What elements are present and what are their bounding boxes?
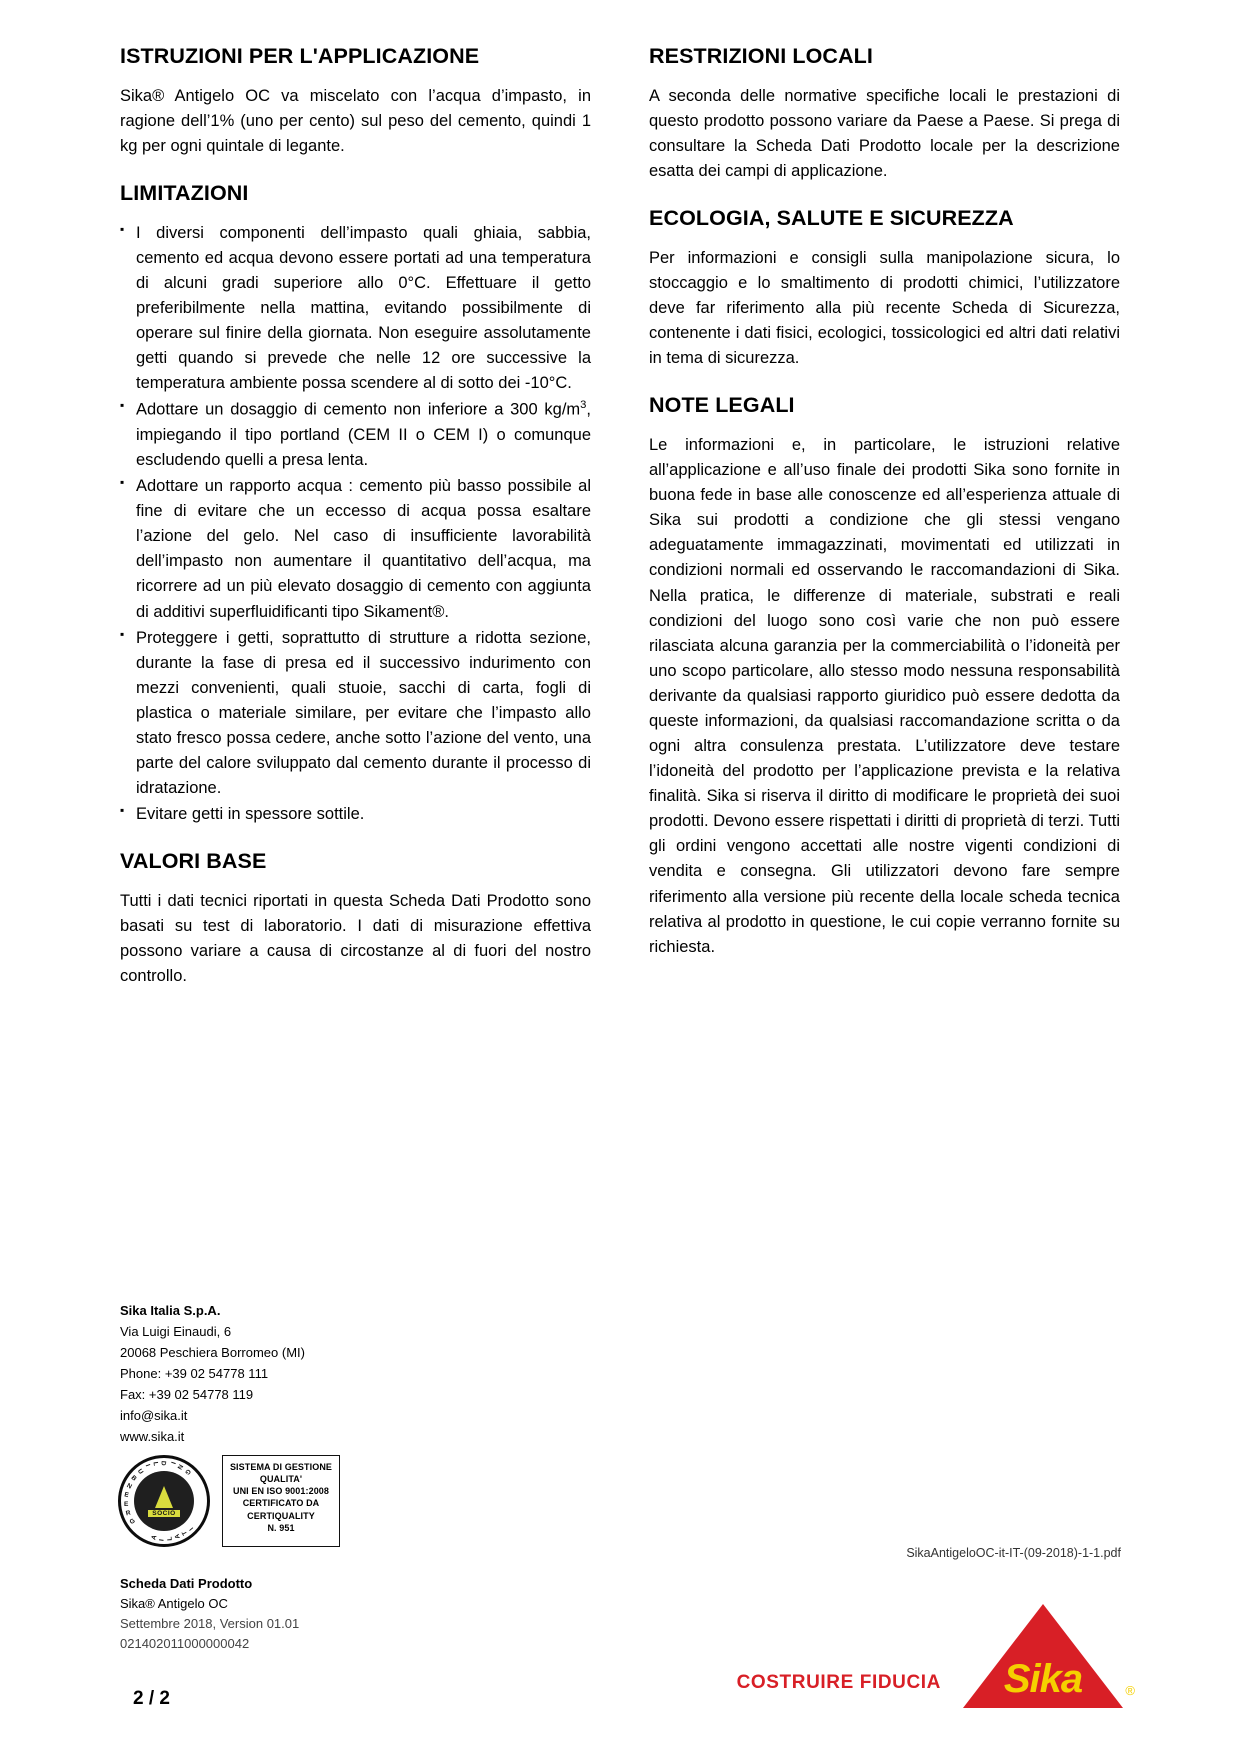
address-line: Via Luigi Einaudi, 6: [120, 1324, 232, 1340]
iso-line: CERTIQUALITY: [247, 1510, 315, 1521]
phone-line: Phone: +39 02 54778 111: [120, 1366, 269, 1382]
email-line: info@sika.it: [120, 1408, 188, 1424]
brand-slogan: COSTRUIRE FIDUCIA: [736, 1672, 941, 1693]
list-item: ▪ Proteggere i getti, soprattutto di strutture a ridotta sezione, durante la fase di presa ed il successivo indurimento con mezzi convenienti, quali stuoie, sacchi di carta, fogli di plastica o materiale similare, per evitare che l’impasto allo stato fresco possa cedere, anche sotto l’azione del vento, una parte del calore sviluppato dal cemento durante il processo di idratazione.: [120, 626, 591, 802]
certification-logos: [118, 1455, 340, 1547]
list-item: ▪ Evitare getti in spessore sottile.: [120, 802, 591, 827]
sika-logo: [963, 1604, 1135, 1714]
list-item: ▪ I diversi componenti dell’impasto quali ghiaia, sabbia, cemento ed acqua devono essere portati ad una temperatura di alcuni gradi superiore allo 0°C. Effettuare il getto preferibilmente nella mattina, evitando possibilmente di operare sul finire della giornata. Non eseguire assolutamente getti quando si prevede che nelle 12 ore successive la temperatura ambiente possa scendere al di sotto dei -10°C.: [120, 221, 591, 397]
section-heading-istruzioni: ISTRUZIONI PER L'APPLICAZIONE: [120, 44, 480, 68]
section-heading-ecologia: ECOLOGIA, SALUTE E SICUREZZA: [649, 206, 1014, 231]
seal-badge-label: SOCIO: [148, 1510, 179, 1517]
website-line: www.sika.it: [120, 1429, 185, 1445]
page-number: 2 / 2: [133, 1688, 170, 1709]
leaf-icon: [155, 1486, 173, 1508]
iso-line: SISTEMA DI GESTIONE: [229, 1462, 333, 1472]
section-paragraph-ecologia: Per informazioni e consigli sulla manipolazione sicura, lo stoccaggio e lo smaltimento di prodotti chimici, l’utilizzatore deve far riferimento alla più recente Scheda di Sicurezza, contenente i dati fisici, ecologici, tossicologici ed altri dati relativi in tema di sicurezza.: [649, 248, 1120, 368]
section-paragraph-valori-base: Tutti i dati tecnici riportati in questa Scheda Dati Prodotto sono basati su test di laboratorio. I dati di misurazione effettiva possono variare a causa di circostanze al di fuori del nostro controllo.: [120, 892, 591, 986]
section-paragraph-note-legali: Le informazioni e, in particolare, le istruzioni relative all’applicazione e all’uso finale dei prodotti Sika sono fornite in buona fede in base alle conoscenze ed all’esperienza attuale di Sika sui prodotti a condizione che gli stessi vengano adeguatamente immagazzinati, movimentati ed utilizzati in condizioni normali ed osservando le raccomandazioni di Sika. Nella pratica, le differenze di materiale, substrati e reali condizioni del luogo sono così varie che non può essere rilasciata alcuna garanzia per la commerciabilità o l’idoneità per uno scopo particolare, allo stesso modo nessuna responsabilità derivante da qualsiasi rapporto giuridico può essere dedotta da queste informazioni, da qualsiasi raccomandazione scritta o da ogni altra consulenza prestata. L’utilizzatore deve testare l’idoneità del prodotto per l’applicazione prevista e la relativa finalità. Sika si riserva il diritto di modificare le proprietà dei suoi prodotti. Devono essere rispettati i diritti di proprietà di terzi. Tutti gli ordini vengono accettati alle nostre vigenti condizioni di vendita e consegna. Gli utilizzatori devono fare sempre riferimento alla versione più recente della locale scheda tecnica relativa al prodotto in questione, le cui copie verranno fornite su richiesta.: [649, 436, 1120, 956]
doc-ref-title: Scheda Dati Prodotto: [120, 1576, 253, 1591]
seal-ring-text: G R E E N B U I L D I N G I T A L I A: [123, 1460, 196, 1542]
two-column-body: [120, 44, 1120, 989]
footer-address-block: [120, 1300, 450, 1447]
iso-line: UNI EN ISO 9001:2008: [232, 1486, 330, 1497]
section-heading-limitazioni: LIMITAZIONI: [120, 181, 249, 206]
section-heading-note-legali: NOTE LEGALI: [649, 393, 795, 418]
doc-ref-version: Settembre 2018, Version 01.01: [120, 1616, 300, 1632]
list-item: ▪ Adottare un rapporto acqua : cemento più basso possibile al fine di evitare che un eccesso di acqua possa esaltare l’azione del gelo. Nel caso di insufficiente lavorabilità dell’impasto non aumentare il quantitativo dell’acqua, ma ricorrere ad un più elevato dosaggio di cemento con aggiunta di additivi superfluidificanti tipo Sikament®.: [120, 474, 591, 624]
fax-line: Fax: +39 02 54778 119: [120, 1387, 254, 1403]
iso-line: N. 951: [267, 1522, 295, 1533]
registered-trademark-icon: ®: [1125, 1683, 1135, 1698]
section-heading-valori-base: VALORI BASE: [120, 849, 267, 874]
doc-ref-product: Sika® Antigelo OC: [120, 1596, 228, 1612]
company-name: Sika Italia S.p.A.: [120, 1303, 221, 1318]
iso-certification-box: [222, 1455, 340, 1547]
list-item: ▪ Adottare un dosaggio di cemento non inferiore a 300 $kg/m^3$, impiegando il tipo portland (CEM II o CEM I) o comunque escludendo quelli a presa lenta.: [120, 397, 591, 473]
address-line: 20068 Peschiera Borromeo (MI): [120, 1345, 305, 1361]
pdf-filename-label: SikaAntigeloOC-it-IT-(09-2018)-1-1.pdf: [906, 1546, 1121, 1560]
right-column: [649, 44, 1120, 989]
iso-line: QUALITA': [259, 1474, 303, 1485]
doc-ref-code: 021402011000000042: [120, 1636, 250, 1652]
section-heading-restrizioni: RESTRIZIONI LOCALI: [649, 44, 873, 68]
section-paragraph-restrizioni: A seconda delle normative specifiche locali le prestazioni di questo prodotto possono variare da Paese a Paese. Si prega di consultare la Scheda Dati Prodotto locale per la descrizione esatta dei campi di applicazione.: [649, 86, 1120, 181]
iso-line: CERTIFICATO DA: [242, 1498, 320, 1509]
sika-wordmark: Sika: [1003, 1657, 1083, 1701]
section-paragraph-istruzioni: Sika® Antigelo OC va miscelato con l’acqua d’impasto, in ragione dell’1% (uno per cento) sul peso del cemento, quindi 1 kg per ogni quintale di legante.: [120, 86, 591, 155]
left-column: [120, 44, 591, 989]
limitazioni-list: [120, 221, 591, 827]
seal-inner: [134, 1471, 194, 1531]
green-building-council-seal-icon: [118, 1455, 210, 1547]
document-reference-block: [120, 1574, 299, 1655]
